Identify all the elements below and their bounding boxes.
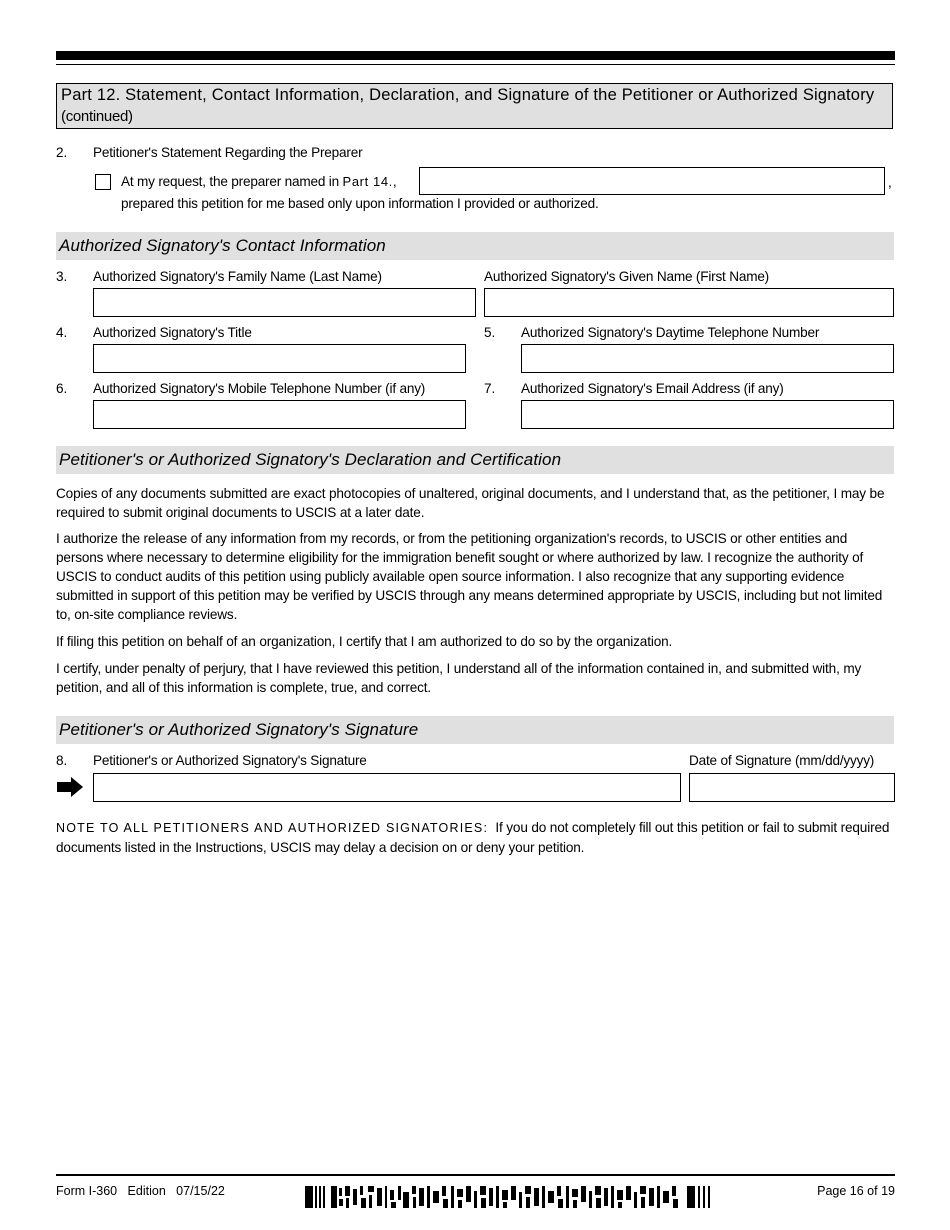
family-name-label: Authorized Signatory's Family Name (Last Name) (93, 269, 382, 284)
section-header-contact: Authorized Signatory's Contact Information (56, 232, 894, 260)
mobile-phone-input[interactable] (93, 400, 466, 429)
preparer-name-input[interactable] (419, 167, 885, 195)
item-number: 7. (484, 381, 496, 396)
comma: , (392, 174, 397, 189)
date-of-signature-label: Date of Signature (mm/dd/yyyy) (689, 753, 875, 768)
part-title: Part 12. Statement, Contact Information, Declaration, and Signature of the Petitioner or Authorized Signatory (61, 86, 875, 104)
title-input[interactable] (93, 344, 466, 373)
date-of-signature-input[interactable] (689, 773, 895, 802)
item-number: 6. (56, 381, 68, 396)
item-number: 5. (484, 325, 496, 340)
part-header (56, 83, 893, 129)
declaration-paragraph: If filing this petition on behalf of an organization, I certify that I am authorized to do so by the organization. (56, 634, 673, 649)
section-header-declaration: Petitioner's or Authorized Signatory's Declaration and Certification (56, 446, 894, 474)
preparer-statement-label: Petitioner's Statement Regarding the Preparer (93, 145, 363, 160)
top-rule-thin (56, 64, 895, 65)
page-number: Page 16 of 19 (817, 1184, 895, 1198)
item-number: 3. (56, 269, 68, 284)
note-body: If you do not completely fill out this petition or fail to submit required documents listed in the Instructions, USCIS may delay a decision on or deny your petition. (56, 820, 893, 855)
daytime-phone-input[interactable] (521, 344, 894, 373)
note-caps: NOTE TO ALL PETITIONERS AND AUTHORIZED SIGNATORIES: (56, 821, 489, 835)
barcode (305, 1186, 713, 1208)
top-rule-thick (56, 51, 895, 60)
mobile-phone-label: Authorized Signatory's Mobile Telephone Number (if any) (93, 381, 426, 396)
email-input[interactable] (521, 400, 894, 429)
note-text (56, 818, 894, 857)
preparer-statement-checkbox[interactable] (95, 174, 111, 190)
part-title-suffix: (continued) (61, 108, 133, 125)
declaration-paragraph: Copies of any documents submitted are exact photocopies of unaltered, original documents, and I understand that, as the petitioner, I may be required to submit original documents to USCIS at a later date. (56, 486, 885, 520)
item-number: 8. (56, 753, 68, 768)
title-label: Authorized Signatory's Title (93, 325, 252, 340)
form-edition: Form I-360 Edition 07/15/22 (56, 1184, 225, 1198)
item-number: 4. (56, 325, 68, 340)
declaration-paragraph: I certify, under penalty of perjury, that I have reviewed this petition, I understand all of the information contained in, and submitted with, my petition, and all of this information is complete, true, and correct. (56, 661, 862, 695)
footer-rule (56, 1174, 895, 1176)
declaration-paragraph: I authorize the release of any information from my records, or from the petitioning organization's records, to USCIS or other entities and persons where necessary to determine eligibility for the immigration benefit sought or where authorized by law. I recognize the authority of USCIS to conduct audits of this petition using publicly available open source information. I also recognize that any supporting evidence submitted in support of this petition may be verified by USCIS through any means determined appropriate by USCIS, including but not limited to, on-site compliance reviews. (56, 531, 883, 622)
trailing-comma: , (888, 175, 892, 190)
item-number: 2. (56, 145, 68, 160)
preparer-statement-text (121, 173, 396, 190)
section-header-signature: Petitioner's or Authorized Signatory's Signature (56, 716, 894, 744)
checkbox-text: At my request, the preparer named in (121, 174, 339, 189)
family-name-input[interactable] (93, 288, 476, 317)
right-arrow-icon (57, 777, 85, 797)
signature-label: Petitioner's or Authorized Signatory's Signature (93, 753, 367, 768)
preparer-statement-line2: prepared this petition for me based only upon information I provided or authorized. (121, 196, 599, 211)
daytime-phone-label: Authorized Signatory's Daytime Telephone Number (521, 325, 820, 340)
signature-input[interactable] (93, 773, 681, 802)
part-reference: Part 14. (342, 174, 393, 189)
email-label: Authorized Signatory's Email Address (if any) (521, 381, 784, 396)
given-name-label: Authorized Signatory's Given Name (First Name) (484, 269, 770, 284)
given-name-input[interactable] (484, 288, 894, 317)
